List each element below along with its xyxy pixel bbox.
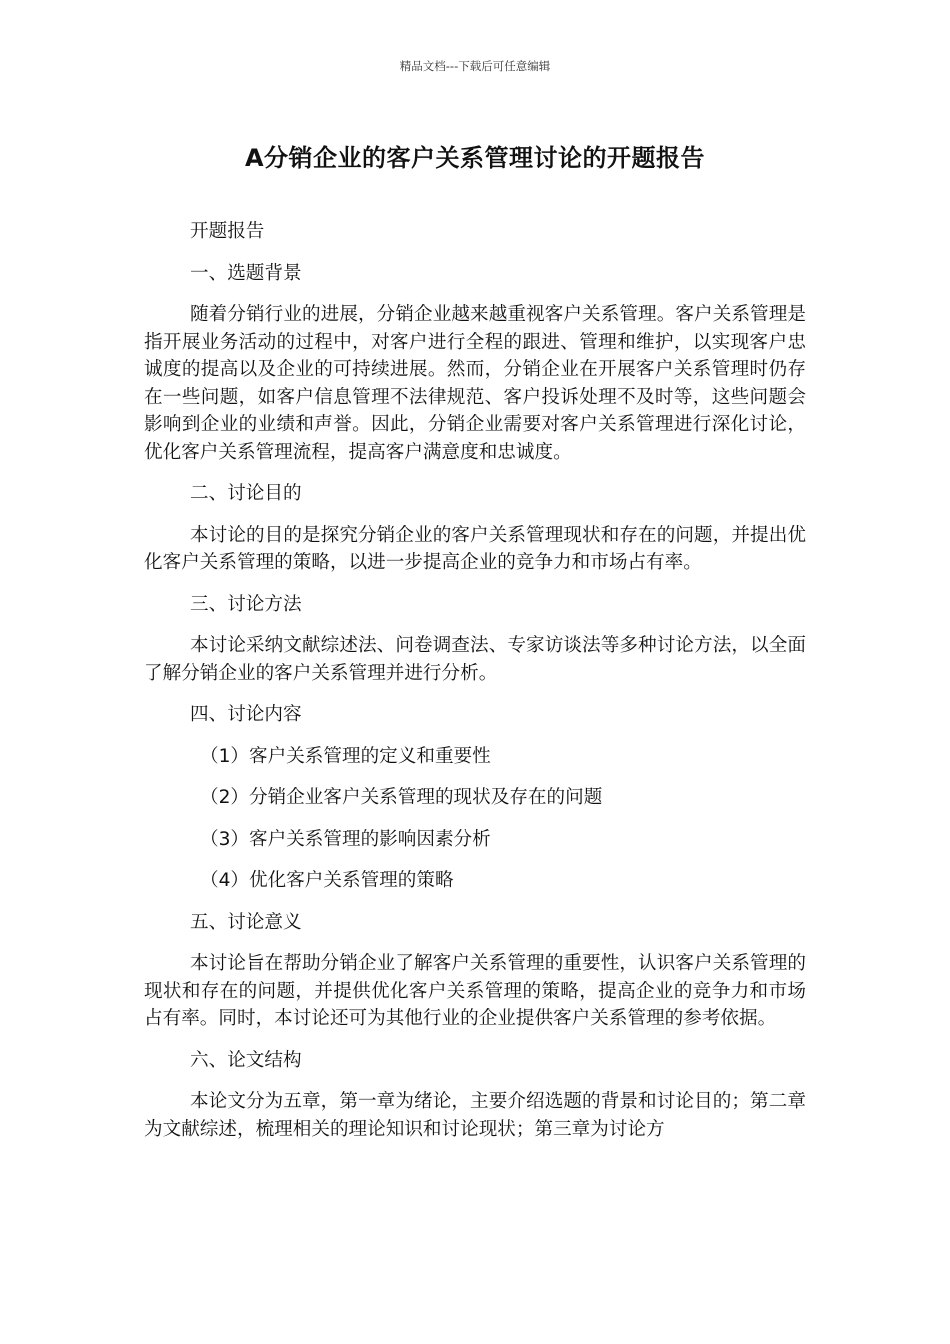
section-heading-structure: 六、论文结构 [190,1049,302,1071]
section-heading-content: 四、讨论内容 [190,704,302,725]
section-body-purpose: 本讨论的目的是探究分销企业的客户关系管理现状和存在的问题，并提出优化客户关系管理的策略，以进一步提高企业的竞争力和市场占有率。 [144,524,806,573]
section-body-method: 本讨论采纳文献综述法、问卷调查法、专家访谈法等多种讨论方法，以全面了解分销企业的客户关系管理并进行分析。 [144,635,806,684]
document-body [144,218,806,1157]
section-body-significance: 本讨论旨在帮助分销企业了解客户关系管理的重要性，认识客户关系管理的现状和存在的问题，并提供优化客户关系管理的策略，提高企业的竞争力和市场占有率。同时，本讨论还可为其他行业的企业提供客户关系管理的参考依据。 [144,953,806,1029]
content-list-item: （1）客户关系管理的定义和重要性 [200,745,491,767]
content-list-item: （4）优化客户关系管理的策略 [200,870,454,891]
header-note: 精品文档---下载后可任意编辑 [399,59,551,73]
section-heading-method: 三、讨论方法 [190,593,302,615]
section-heading-purpose: 二、讨论目的 [190,483,302,504]
content-list-item: （2）分销企业客户关系管理的现状及存在的问题 [200,787,603,808]
section-heading-background: 一、选题背景 [190,262,302,284]
section-body-background: 随着分销行业的进展，分销企业越来越重视客户关系管理。客户关系管理是指开展业务活动的过程中，对客户进行全程的跟进、管理和维护，以实现客户忠诚度的提高以及企业的可持续进展。然而，分销企业在开展客户关系管理时仍存在一些问题，如客户信息管理不法律规范、客户投诉处理不及时等，这些问题会影响到企业的业绩和声誉。因此，分销企业需要对客户关系管理进行深化讨论，优化客户关系管理流程，提高客户满意度和忠诚度。 [144,304,806,463]
section-body-structure: 本论文分为五章，第一章为绪论，主要介绍选题的背景和讨论目的；第二章为文献综述，梳理相关的理论知识和讨论现状；第三章为讨论方 [144,1091,806,1140]
section-heading-significance: 五、讨论意义 [190,911,302,933]
document-title: A分销企业的客户关系管理讨论的开题报告 [244,144,706,172]
report-label: 开题报告 [190,221,265,242]
content-list-item: （3）客户关系管理的影响因素分析 [200,828,491,850]
